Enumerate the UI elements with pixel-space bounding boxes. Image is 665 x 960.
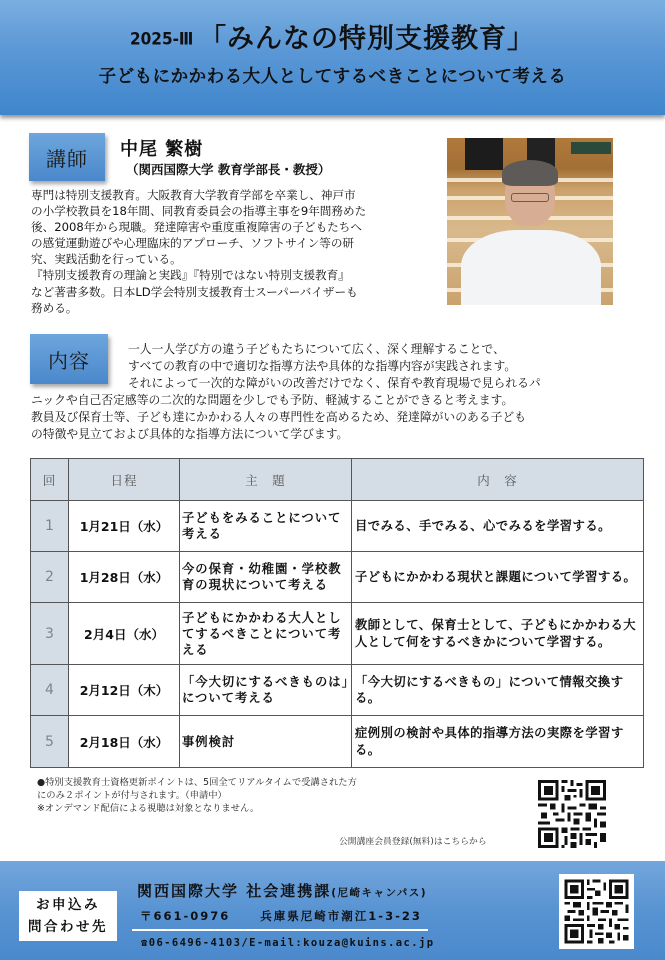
contact-label [19, 891, 117, 941]
session-theme: 今の保育・幼稚園・学校教育の現状について考える [180, 552, 352, 603]
photo-person-shirt [461, 230, 601, 305]
bio-line: など著書多数。日本LD学会特別支援教育士スーパーバイザーも [31, 284, 358, 299]
bio-line: 専門は特別支援教育。大阪教育大学教育学部を卒業し、神戸市 [31, 188, 356, 202]
session-theme: 「今大切にするべきものは」について考える [180, 665, 352, 716]
session-date: 2月12日（木） [69, 665, 180, 716]
photo-bg-door [465, 138, 503, 170]
series-number: 2025-Ⅲ [130, 29, 194, 50]
postal-code: 〒661-0976 [140, 909, 231, 923]
session-date: 2月4日（水） [69, 603, 180, 665]
content-line: すべての教育の中で適切な指導方法や具体的な指導内容が実践されます。 [128, 359, 517, 373]
header-date: 日程 [69, 459, 180, 501]
content-line: 教員及び保育士等、子ども達にかかわる人々の専門性を高めるため、発達障がいのある子ども [31, 410, 526, 424]
session-number: 1 [31, 501, 69, 552]
session-theme: 事例検討 [180, 716, 352, 768]
address [140, 908, 422, 924]
photo-person-glasses [511, 193, 549, 202]
photo-person-hair [502, 160, 558, 186]
note-line: にのみ２ポイントが付与されます。（申請中） [37, 790, 227, 801]
session-content: 子どもにかかわる現状と課題について学習する。 [352, 552, 644, 603]
content-line: 一人一人学び方の違う子どもたちについて広く、深く理解することで、 [128, 342, 505, 356]
photo-bg-board [571, 142, 611, 154]
content-line: の特徴や見立ておよび具体的な指導方法について学びます。 [31, 427, 349, 441]
org-campus: (尼崎キャンパス) [331, 887, 428, 899]
session-date: 1月21日（水） [69, 501, 180, 552]
header-theme: 主 題 [180, 459, 352, 501]
contact-label-line: 問合わせ先 [28, 919, 108, 935]
bio-line: 究、実践活動を行っている。 [31, 252, 182, 267]
lecturer-name: 中尾 繁樹 [120, 139, 204, 160]
table-row [31, 552, 644, 603]
content-line: ニックや自己否定感等の二次的な問題を少しでも予防、軽減することができると考えます。 [31, 393, 514, 407]
table-row [31, 501, 644, 552]
contact-label-line: お申込み [36, 897, 100, 913]
session-number: 3 [31, 603, 69, 665]
bio-line: の感覚運動遊びや心理臨床的アプローチ、ソフトサイン等の研 [31, 236, 355, 251]
content-line: それによって一次的な障がいの改善だけでなく、保育や教育現場で見られるパ [128, 376, 541, 390]
lecturer-label: 講師 [29, 133, 105, 181]
footer-contact [0, 861, 665, 960]
lecturer-affiliation: （関西国際大学 教育学部長・教授） [126, 162, 331, 177]
bio-line: 『特別支援教育の理論と実践』『特別ではない特別支援教育』 [31, 268, 350, 283]
lecturer-bio [31, 187, 431, 316]
content-description [31, 341, 641, 443]
table-row [31, 603, 644, 665]
session-number: 4 [31, 665, 69, 716]
bio-line: の小学校教員を18年間、同教育委員会の指導主事を9年間務めた [31, 204, 367, 219]
session-content: 目でみる、手でみる、心でみるを学習する。 [352, 501, 644, 552]
street-address: 兵庫県尼崎市潮江1-3-23 [260, 909, 422, 923]
qr-code-icon[interactable] [535, 777, 609, 851]
session-number: 2 [31, 552, 69, 603]
org-name-text: 関西国際大学 社会連携課 [137, 882, 332, 900]
member-registration-link[interactable]: 公開講座会員登録(無料)はこちらから [339, 837, 487, 847]
table-row [31, 665, 644, 716]
bio-line: 後、2008年から現職。発達障害や重度重複障害の子どもたちへ [31, 220, 362, 235]
table-header-row [31, 459, 644, 501]
session-date: 1月28日（水） [69, 552, 180, 603]
session-content: 「今大切にするべきもの」について情報交換する。 [352, 665, 644, 716]
phone-email[interactable]: ☎06-6496-4103/E-mail:kouza@kuins.ac.jp [141, 937, 435, 949]
header-banner [0, 0, 665, 115]
lecturer-photo [447, 138, 613, 305]
page-title: 「みんなの特別支援教育」 [198, 23, 535, 55]
session-number: 5 [31, 716, 69, 768]
bio-line: 務める。 [31, 300, 78, 315]
session-content: 教師として、保育士として、子どもにかかわる大人として何をするべきかについて学習する。 [352, 603, 644, 665]
session-theme: 子どもにかかわる大人としてするべきことについて考える [180, 603, 352, 665]
notes [37, 776, 357, 815]
table-row [31, 716, 644, 768]
header-content: 内 容 [352, 459, 644, 501]
page-subtitle: 子どもにかかわる大人としてするべきことについて考える [98, 67, 567, 87]
organization-name [137, 880, 427, 901]
header-no: 回 [31, 459, 69, 501]
note-line: ※オンデマンド配信による視聴は対象となりません。 [37, 803, 260, 814]
content-label: 内容 [30, 334, 108, 384]
qr-code-icon[interactable] [559, 874, 634, 949]
session-date: 2月18日（水） [69, 716, 180, 768]
title-line [0, 22, 665, 57]
session-theme: 子どもをみることについて考える [180, 501, 352, 552]
schedule-table [30, 458, 644, 768]
divider [132, 929, 428, 931]
note-line: ●特別支援教育士資格更新ポイントは、5回全てリアルタイムで受講された方 [37, 777, 357, 788]
session-content: 症例別の検討や具体的指導方法の実際を学習する。 [352, 716, 644, 768]
